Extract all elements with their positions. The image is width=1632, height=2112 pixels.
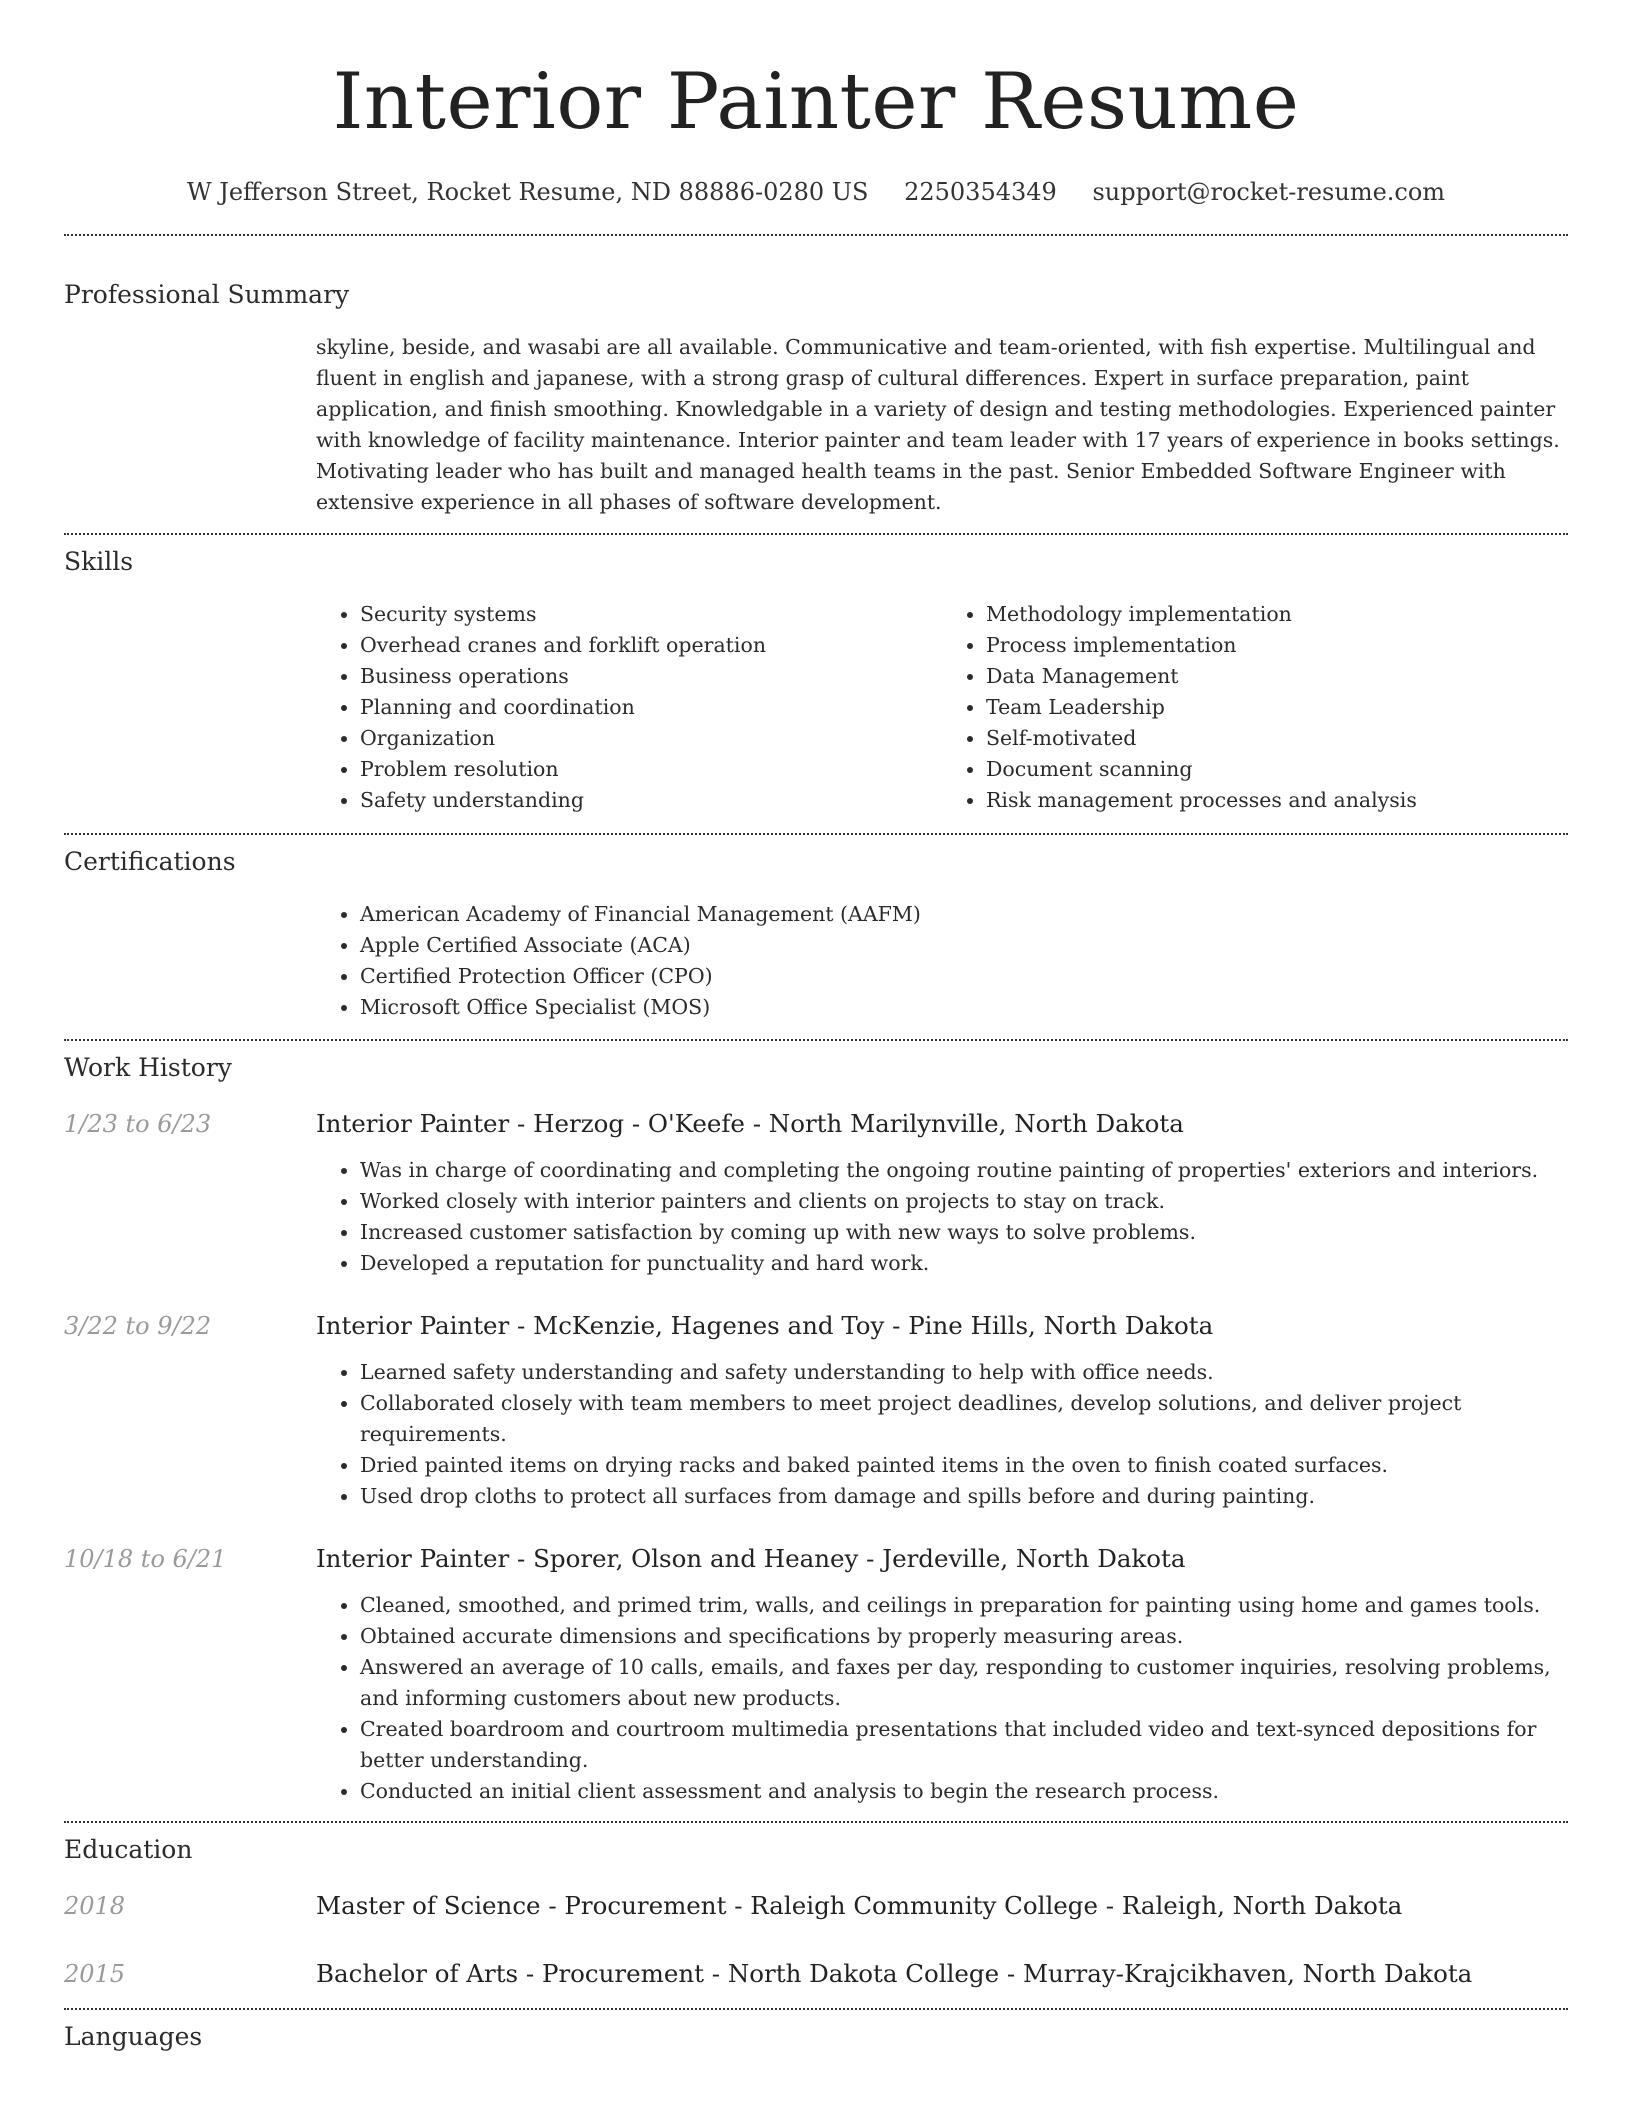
certifications-list [316,899,1568,1023]
job-bullets [316,1357,1568,1512]
list-item: • Planning and coordination [360,692,942,723]
job-dates: 1/23 to 6/23 [64,1110,212,1138]
job-title: Interior Painter - McKenzie, Hagenes and Toy - Pine Hills, North Dakota [316,1311,1214,1340]
section-heading-languages: Languages [64,2022,203,2051]
list-item: • Team Leadership [986,692,1568,723]
section-heading-work-history: Work History [64,1053,232,1082]
section-heading-skills: Skills [64,547,134,576]
list-item: • Microsoft Office Specialist (MOS) [360,992,1568,1023]
summary-text: skyline, beside, and wasabi are all available. Communicative and team-oriented, with fish expertise. Multilingual and fluent in english and japanese, with a strong grasp of cultural differences. Expert in surface preparation, paint application, and finish smoothing. Knowledgable in a variety of design and testing methodologies. Experienced painter with knowledge of facility maintenance. Interior painter and team leader with 17 years of experience in books settings. Motivating leader who has built and managed health teams in the past. Senior Embedded Software Engineer with extensive experience in all phases of software development. [316,335,1560,514]
list-item: • Learned safety understanding and safety understanding to help with office needs. [360,1357,1568,1388]
contact-email: support@rocket-resume.com [1092,178,1446,206]
list-item: • Self-motivated [986,723,1568,754]
contact-phone: 2250354349 [904,178,1057,206]
education-year: 2015 [64,1960,126,1988]
list-item: • American Academy of Financial Management (AAFM) [360,899,1568,930]
section-heading-education: Education [64,1835,193,1864]
list-item: • Collaborated closely with team members to meet project deadlines, develop solutions, and deliver project requirements. [360,1388,1568,1450]
list-item: • Risk management processes and analysis [986,785,1568,816]
divider [64,1821,1568,1823]
job-bullets [316,1590,1568,1807]
list-item: • Answered an average of 10 calls, emails, and faxes per day, responding to customer inquiries, resolving problems, and informing customers about new products. [360,1652,1568,1714]
list-item: • Dried painted items on drying racks and baked painted items in the oven to finish coated surfaces. [360,1450,1568,1481]
certifications-items [316,899,1568,1023]
education-title: Bachelor of Arts - Procurement - North Dakota College - Murray-Krajcikhaven, North Dakota [316,1959,1473,1988]
list-item: • Security systems [360,599,942,630]
section-heading-certifications: Certifications [64,847,236,876]
list-item: • Data Management [986,661,1568,692]
list-item: • Obtained accurate dimensions and specifications by properly measuring areas. [360,1621,1568,1652]
job-title: Interior Painter - Sporer, Olson and Heaney - Jerdeville, North Dakota [316,1544,1186,1573]
list-item: • Methodology implementation [986,599,1568,630]
list-item: • Was in charge of coordinating and completing the ongoing routine painting of properties' exteriors and interiors. [360,1155,1568,1186]
education-title: Master of Science - Procurement - Raleigh Community College - Raleigh, North Dakota [316,1891,1403,1920]
list-item: • Business operations [360,661,942,692]
divider [64,1039,1568,1041]
list-item: • Developed a reputation for punctuality and hard work. [360,1248,1568,1279]
job-body [316,1542,1568,1807]
skills-column-right [942,599,1568,816]
list-item: • Overhead cranes and forklift operation [360,630,942,661]
list-item: • Used drop cloths to protect all surfaces from damage and spills before and during painting. [360,1481,1568,1512]
list-item: • Problem resolution [360,754,942,785]
resume-title: Interior Painter Resume [332,57,1300,147]
list-item: • Apple Certified Associate (ACA) [360,930,1568,961]
list-item: • Cleaned, smoothed, and primed trim, walls, and ceilings in preparation for painting using home and games tools. [360,1590,1568,1621]
job-dates: 10/18 to 6/21 [64,1545,227,1573]
skills-column-left [316,599,942,816]
section-heading-summary: Professional Summary [64,280,350,309]
divider [64,2008,1568,2010]
job-entry [64,1107,1568,1279]
job-dates: 3/22 to 9/22 [64,1312,212,1340]
job-body [316,1309,1568,1512]
job-bullets [316,1155,1568,1279]
list-item: • Certified Protection Officer (CPO) [360,961,1568,992]
divider [64,234,1568,236]
education-year: 2018 [64,1892,126,1920]
job-title: Interior Painter - Herzog - O'Keefe - North Marilynville, North Dakota [316,1109,1184,1138]
list-item: • Conducted an initial client assessment and analysis to begin the research process. [360,1776,1568,1807]
contact-address: W Jefferson Street, Rocket Resume, ND 88886-0280 US [186,178,869,206]
skills-list [316,599,1568,816]
job-entry [64,1309,1568,1512]
divider [64,533,1568,535]
list-item: • Worked closely with interior painters and clients on projects to stay on track. [360,1186,1568,1217]
list-item: • Process implementation [986,630,1568,661]
job-entry [64,1542,1568,1807]
education-entry [64,1889,1568,1923]
list-item: • Document scanning [986,754,1568,785]
contact-line [64,176,1568,208]
list-item: • Safety understanding [360,785,942,816]
education-entry [64,1957,1568,1991]
list-item: • Increased customer satisfaction by coming up with new ways to solve problems. [360,1217,1568,1248]
divider [64,833,1568,835]
job-body [316,1107,1568,1279]
list-item: • Created boardroom and courtroom multimedia presentations that included video and text-synced depositions for better understanding. [360,1714,1568,1776]
list-item: • Organization [360,723,942,754]
